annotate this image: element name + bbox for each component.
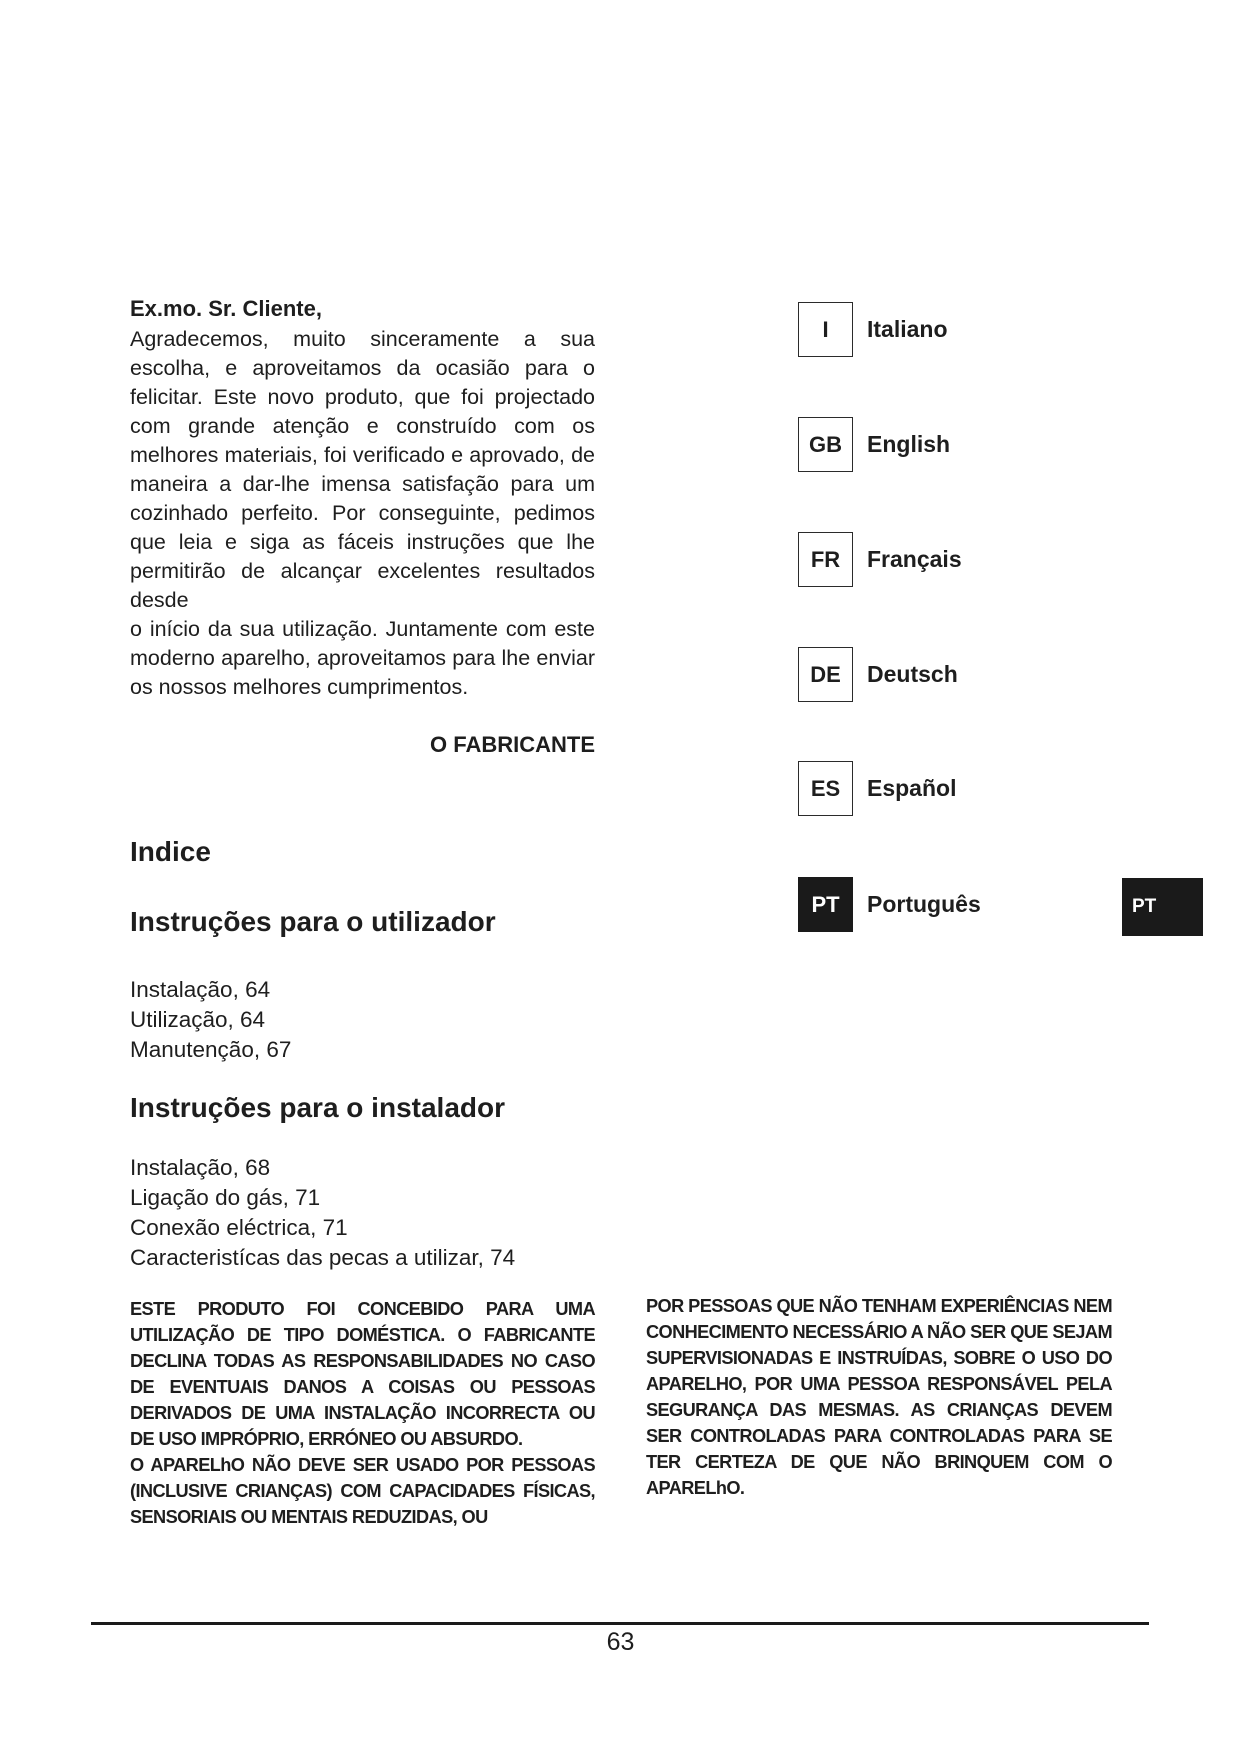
user-instructions-title: Instruções para o utilizador [130, 906, 496, 937]
language-code-box: ES [798, 761, 853, 816]
safety-warning-right [646, 1293, 1112, 1501]
warning-text: O APARELhO NÃO DEVE SER USADO POR PESSOAS (INCLUSIVE CRIANÇAS) COM CAPACIDADES FÍSICAS, SENSORIAIS OU MENTAIS REDUZIDAS, OU [130, 1455, 595, 1527]
page-number: 63 [606, 1628, 635, 1656]
language-name: Deutsch [867, 661, 958, 687]
language-name: Português [867, 891, 981, 917]
toc-item[interactable]: Conexão eléctrica, 71 [130, 1215, 348, 1240]
language-name: English [867, 431, 951, 457]
greeting-body [130, 325, 595, 702]
greeting-title: Ex.mo. Sr. Cliente, [130, 296, 322, 321]
language-name: Français [867, 546, 962, 572]
language-code-box-active: PT [798, 877, 853, 932]
installer-instructions-title: Instruções para o instalador [130, 1092, 505, 1123]
language-item-portugues[interactable] [798, 876, 981, 933]
language-code-box: DE [798, 647, 853, 702]
toc-item[interactable]: Utilização, 64 [130, 1007, 266, 1032]
toc-item[interactable]: Manutenção, 67 [130, 1037, 292, 1062]
user-toc-list [130, 975, 291, 1065]
language-item-deutsch[interactable] [798, 646, 958, 703]
warning-text: POR PESSOAS QUE NÃO TENHAM EXPERIÊNCIAS NEM CONHECIMENTO NECESSÁRIO A NÃO SER QUE SEJAM SUPERVISIONADAS E INSTRUÍDAS, SOBRE O USO DO APARELHO, POR UMA PESSOA RESPONSÁVEL PELA SEGURANÇA DAS MESMAS. AS CRIANÇAS DEVEM SER CONTROLADAS PARA CONTROLADAS PARA SE TER CERTEZA DE QUE NÃO BRINQUEM COM O APARELhO. [646, 1296, 1112, 1498]
language-item-francais[interactable] [798, 531, 962, 588]
warning-text: ESTE PRODUTO FOI CONCEBIDO PARA UMA UTILIZAÇÃO DE TIPO DOMÉSTICA. O FABRICANTE DECLINA TODAS AS RESPONSABILIDADES NO CASO DE EVENTUAIS DANOS A COISAS OU PESSOAS DERIVADOS DE UMA INSTALAÇÃO INCORRECTA OU DE USO IMPRÓPRIO, ERRÓNEO OU ABSURDO. [130, 1299, 595, 1449]
language-name: Español [867, 775, 957, 801]
footer-divider [91, 1622, 1149, 1625]
toc-item[interactable]: Caracteristícas das pecas a utilizar, 74 [130, 1245, 516, 1270]
language-item-english[interactable] [798, 416, 950, 473]
language-item-italiano[interactable] [798, 301, 948, 358]
language-side-tab: PT [1122, 878, 1203, 936]
toc-item[interactable]: Ligação do gás, 71 [130, 1185, 321, 1210]
greeting-paragraph-2: o início da sua utilização. Juntamente com este moderno aparelho, aproveitamos para lhe enviar os nossos melhores cumprimentos. [130, 617, 595, 699]
language-code-box: GB [798, 417, 853, 472]
toc-item[interactable]: Instalação, 64 [130, 977, 271, 1002]
greeting-paragraph-1: Agradecemos, muito sinceramente a sua escolha, e aproveitamos da ocasião para o felicitar. Este novo produto, que foi projectado com grande atenção e construído com os melhores materiais, foi verificado e aprovado, de maneira a dar-lhe imensa satisfação para um cozinhado perfeito. Por conseguinte, pedimos que leia e siga as fáceis instruções que lhe permitirão de alcançar excelentes resultados desde [130, 327, 595, 612]
safety-warning-left [130, 1296, 595, 1530]
language-code-box: FR [798, 532, 853, 587]
installer-toc-list [130, 1153, 515, 1273]
toc-item[interactable]: Instalação, 68 [130, 1155, 271, 1180]
language-item-espanol[interactable] [798, 760, 956, 817]
manufacturer-signature: O FABRICANTE [430, 732, 595, 757]
index-title: Indice [130, 836, 211, 867]
language-code-box: I [798, 302, 853, 357]
language-name: Italiano [867, 316, 948, 342]
